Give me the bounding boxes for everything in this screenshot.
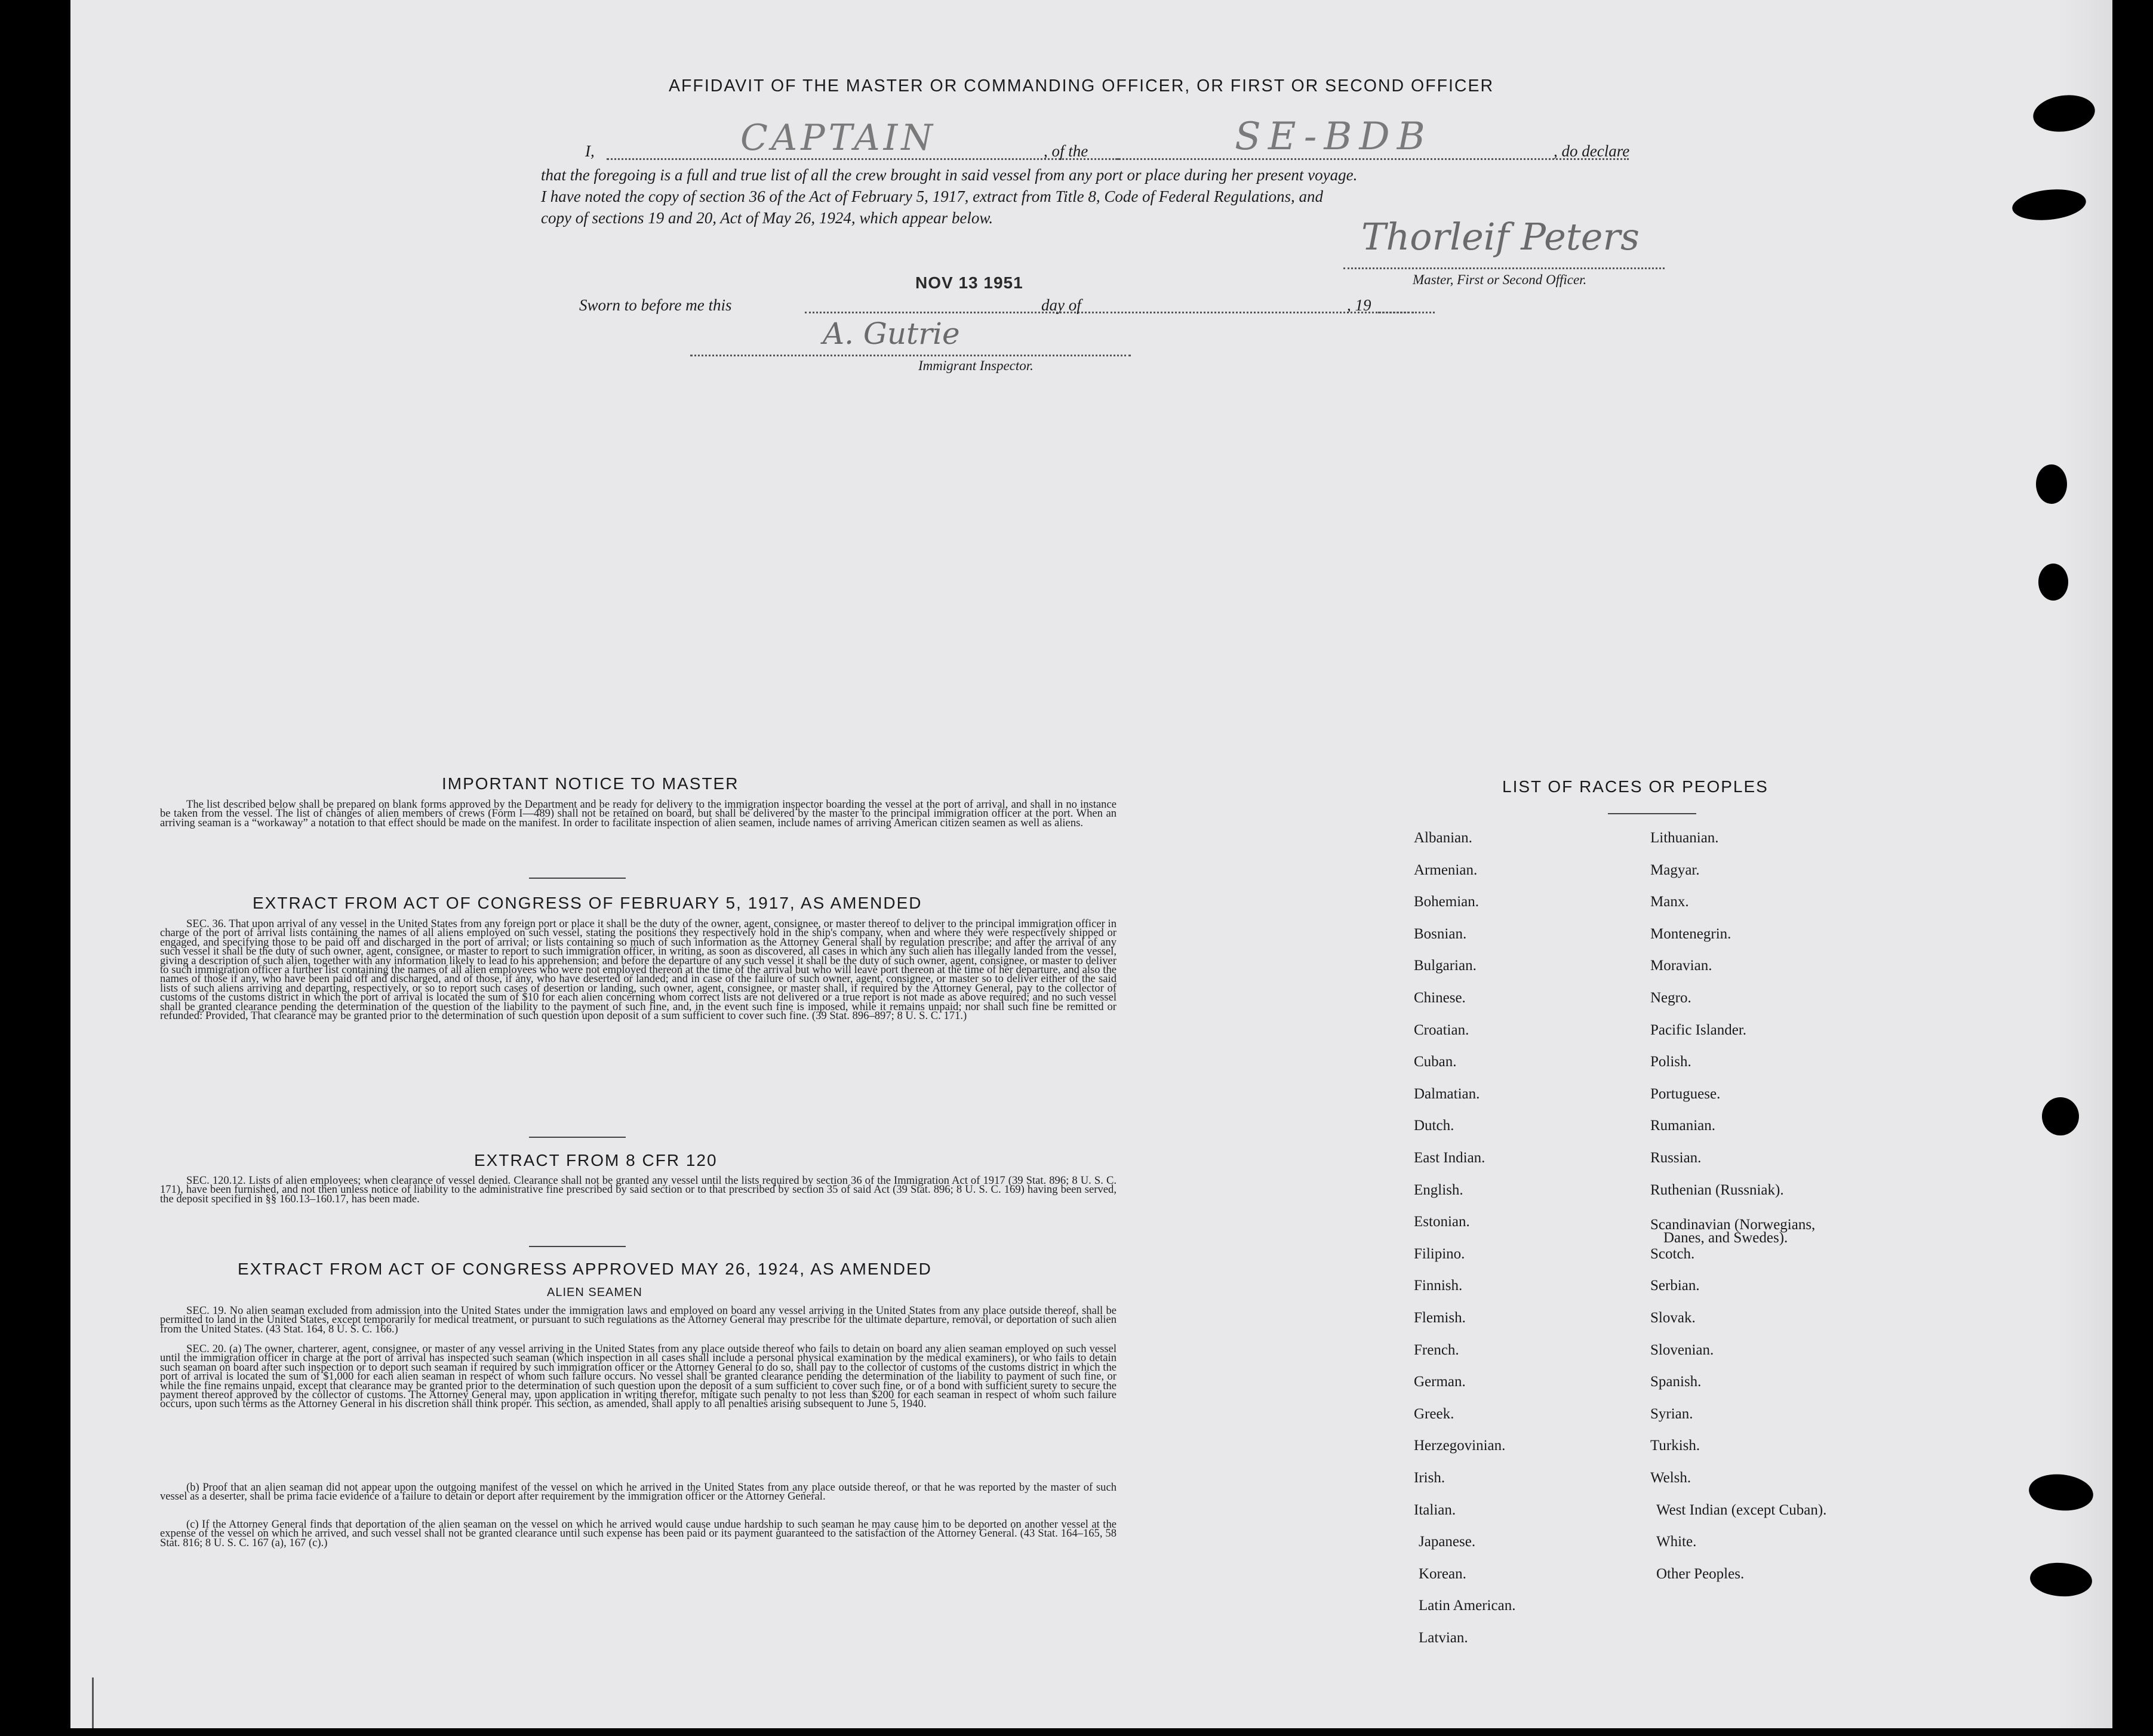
sec-19-text: SEC. 19. No alien seaman excluded from admission into the United States under the immigration laws and employed on board any vessel arriving in the United States from any place outside thereof, shall be permitted to land in the United States, except temporarily for medical treatment, or pursuant to such regulations as the Attorney General may prescribe for the ultimate departure, removal, or deportation of such alien from the United States. (43 Stat. 164, 8 U. S. C. 166.) [160,1304,1117,1335]
race-item: Manx. [1650,894,1689,910]
race-item: Ruthenian (Russniak). [1650,1182,1784,1198]
affidavit-title: AFFIDAVIT OF THE MASTER OR COMMANDING OFFICER, OR FIRST OR SECOND OFFICER [669,76,1494,96]
sworn-label: Sworn to before me this [579,296,732,314]
inspector-caption: Immigrant Inspector. [918,358,1034,373]
race-item: Chinese. [1414,990,1466,1006]
notice-text: The list described below shall be prepared on blank forms approved by the Department and be ready for delivery to the immigration inspector boarding the vessel at the port of arrival, and shall in no instance be taken from the vessel. The list of changes of alien members of crews (Form I—489) shall not be retained on board, but shall be delivered by the master to the principal immigration officer at the port. When an arriving seaman is a “workaway” a notation to that effect should be made on the manifest. In order to facilitate inspection of alien seamen, include names of arriving American citizen seamen as well as aliens. [160,798,1117,829]
inspector-signature: A. Gutrie [823,316,960,351]
race-item: Other Peoples. [1656,1566,1745,1582]
race-item: Estonian. [1414,1214,1470,1230]
race-item: Moravian. [1650,958,1712,974]
handwritten-vessel: SE-BDB [1235,115,1432,159]
scan-edge-mark [92,1677,94,1728]
extract-1917-text: SEC. 36. That upon arrival of any vessel in the United States from any foreign port or place it shall be the duty of the owner, agent, consignee, or master thereof to deliver to the principal immigration officer in charge of the port of arrival lists containing the names of all aliens employed on such vessel, stating the positions they respectively hold in the ship's company, when and where they were respectively shipped or engaged, and specifying those to be paid off and discharged in the port of arrival; or lists containing so much of such information as the Attorney General shall by regulation prescribe; and after the arrival of any such vessel it shall be the duty of such owner, agent, consignee, or master to report to such immigration officer, in writing, as soon as discovered, all cases in which any such alien has illegally landed from the vessel, giving a description of such alien, together with any information likely to lead to his apprehension; and before the departure of any such vessel it shall be the duty of such owner, agent, consignee, or master to deliver to such immigration officer a further list containing the names of all alien employees who were not employed thereon at the time of the arrival but who will leave port thereon at the time of her departure, and also the names of those if any, who have been paid off and discharged, and of those, if any, who have deserted or landed; and in case of the failure of such owner, agent, consignee, or master so to deliver either of the said lists of such aliens arriving and departing, respectively, or so to report such cases of desertion or landing, such owner, agent, consignee, or master shall, if required by the Attorney General, pay to the collector of customs of the customs district in which the port of arrival is located the sum of $10 for each alien concerning whom correct lists are not delivered or a true report is not made as above required; and no such vessel shall be granted clearance pending the determination of the question of the liability to the payment of such fine, and, in the event such fine is imposed, while it remains unpaid; nor shall such fine be remitted or refunded: Provided, That clearance may be granted prior to the determination of such question upon deposit of a sum sufficient to cover such fine. (39 Stat. 896–897; 8 U. S. C. 171.) [160,918,1117,1023]
race-item: Greek. [1414,1406,1454,1422]
year-prefix: , 19 [1347,296,1371,314]
races-title: LIST OF RACES OR PEOPLES [1502,777,1768,796]
affidavit-of-the: , of the [1044,142,1088,160]
race-item: Albanian. [1414,830,1472,846]
sworn-year-line [1378,312,1414,313]
divider [529,878,626,879]
race-item: Magyar. [1650,862,1700,878]
race-item: Negro. [1650,990,1691,1006]
race-item: Herzegovinian. [1414,1438,1506,1454]
page-shadow [2059,0,2112,1728]
punch-hole [2042,1097,2079,1135]
statement-line-2: I have noted the copy of section 36 of the Act of February 5, 1917, extract from Title 8, Code of Federal Regulations, and [541,187,1324,205]
divider [529,1137,626,1138]
race-item: Montenegrin. [1650,926,1731,942]
punch-hole [2036,464,2067,504]
punch-hole [2038,564,2068,601]
handwritten-rank: CAPTAIN [740,117,936,159]
extract-1917-title: EXTRACT FROM ACT OF CONGRESS OF FEBRUARY 5, 1917, AS AMENDED [253,894,922,912]
race-item: Italian. [1414,1502,1456,1518]
race-item: Pacific Islander. [1650,1022,1747,1038]
race-item: Spanish. [1650,1374,1702,1390]
race-item: Dutch. [1414,1118,1454,1134]
extract-1924-subtitle: ALIEN SEAMEN [547,1286,642,1299]
cfr-title: EXTRACT FROM 8 CFR 120 [474,1151,718,1169]
race-item: Latin American. [1419,1598,1516,1614]
race-item: Turkish. [1650,1438,1700,1454]
race-item: Lithuanian. [1650,830,1719,846]
cfr-text: SEC. 120.12. Lists of alien employees; when clearance of vessel denied. Clearance shall not be granted any vessel until the lists required by section 36 of the Immigration Act of 1917 (39 Stat. 896; 8 U. S. C. 171), have been furnished, and not then unless notice of liability to the administrative fine prescribed by said section or to that prescribed by section 35 of said Act (39 Stat. 896; 8 U. S. C. 169) having been served, the deposit specified in §§ 160.13–160.17, has been made. [160,1174,1117,1205]
race-item: Russian. [1650,1150,1702,1166]
race-item: Irish. [1414,1470,1445,1486]
affidavit-declare: , do declare [1554,142,1630,160]
divider [1608,813,1696,814]
race-item: Slovenian. [1650,1342,1714,1358]
master-signature: Thorleif Peters [1361,215,1640,258]
statement-line-1: that the foregoing is a full and true list of all the crew brought in said vessel from any port or place during her present voyage. [541,166,1358,184]
race-item: Croatian. [1414,1022,1469,1038]
affidavit-i: I, [585,142,595,160]
divider [529,1246,626,1247]
notice-title: IMPORTANT NOTICE TO MASTER [442,774,739,793]
race-item: Syrian. [1650,1406,1693,1422]
race-item: Scandinavian (Norwegians, [1650,1217,1816,1233]
race-item: Dalmatian. [1414,1086,1480,1102]
inspector-signature-line [690,355,1131,356]
race-item: Bulgarian. [1414,958,1477,974]
race-item: German. [1414,1374,1466,1390]
race-item: White. [1656,1534,1697,1550]
race-item: Armenian. [1414,862,1478,878]
race-item: Latvian. [1419,1630,1468,1646]
race-item: Polish. [1650,1054,1691,1070]
race-item: East Indian. [1414,1150,1485,1166]
race-item: Flemish. [1414,1310,1466,1326]
race-item: Japanese. [1419,1534,1476,1550]
race-item: French. [1414,1342,1459,1358]
master-signature-line [1343,267,1665,269]
date-stamp: NOV 13 1951 [915,273,1023,292]
statement-line-3: copy of sections 19 and 20, Act of May 26, 1924, which appear below. [541,209,994,227]
race-item: Cuban. [1414,1054,1457,1070]
sec-20a-text: SEC. 20. (a) The owner, charterer, agent, consignee, or master of any vessel arriving in the United States from any place outside thereof who fails to detain on board any alien seaman employed on such vessel until the immigration officer in charge at the port of arrival has inspected such seaman (which inspection in all cases shall include a personal physical examination by the medical examiners), or who fails to detain such seaman on board after such inspection or to deport such seaman if required by such immigration officer or the Attorney General to do so, shall pay to the collector of customs of the customs district in which the port of arrival is located the sum of $1,000 for each alien seaman in respect of whom such failure occurs. No vessel shall be granted clearance pending the determination of the liability to payment of such fine, or while the fine remains unpaid, except that clearance may be granted prior to the determination of such question upon the deposit of a sum sufficient to cover such fine, or of a bond with sufficient surety to secure the payment thereof approved by the collector of customs. The Attorney General may, upon application in writing therefor, mitigate such penalty to not less than $200 for each seaman in respect of whom such failure occurs, upon such terms as the Attorney General in his discretion shall think proper. This section, as amended, shall apply to all penalties arising subsequent to June 5, 1940. [160,1343,1117,1411]
sec-20c-text: (c) If the Attorney General finds that deportation of the alien seaman on the vessel on which he arrived would cause undue hardship to such seaman he may cause him to be deported on another vessel at the expense of the vessel on which he arrived, and such vessel shall not be granted clearance until such expense has been paid or its payment guaranteed to the satisfaction of the Attorney General. (43 Stat. 164–165, 58 Stat. 816; 8 U. S. C. 167 (a), 167 (c).) [160,1518,1117,1549]
race-item: Scotch. [1650,1246,1695,1262]
document-page [70,0,2112,1728]
race-item: English. [1414,1182,1463,1198]
day-of-label: day of [1041,296,1081,314]
race-item: Bohemian. [1414,894,1480,910]
race-item: Danes, and Swedes). [1663,1230,1788,1246]
race-item: Portuguese. [1650,1086,1721,1102]
race-item: Rumanian. [1650,1118,1716,1134]
sec-20b-text: (b) Proof that an alien seaman did not appear upon the outgoing manifest of the vessel on which he arrived in the United States from any place outside thereof, or that he was reported by the master of such vessel as a deserter, shall be prima facie evidence of a failure to detain or deport after requirement by the immigration officer or the Attorney General. [160,1481,1117,1503]
race-item: West Indian (except Cuban). [1656,1502,1827,1518]
race-item: Finnish. [1414,1278,1463,1294]
race-item: Korean. [1419,1566,1466,1582]
extract-1924-title: EXTRACT FROM ACT OF CONGRESS APPROVED MAY 26, 1924, AS AMENDED [238,1260,932,1278]
race-item: Welsh. [1650,1470,1691,1486]
race-item: Bosnian. [1414,926,1467,942]
race-item: Serbian. [1650,1278,1700,1294]
master-caption: Master, First or Second Officer. [1413,272,1587,287]
race-item: Filipino. [1414,1246,1465,1262]
race-item: Slovak. [1650,1310,1696,1326]
